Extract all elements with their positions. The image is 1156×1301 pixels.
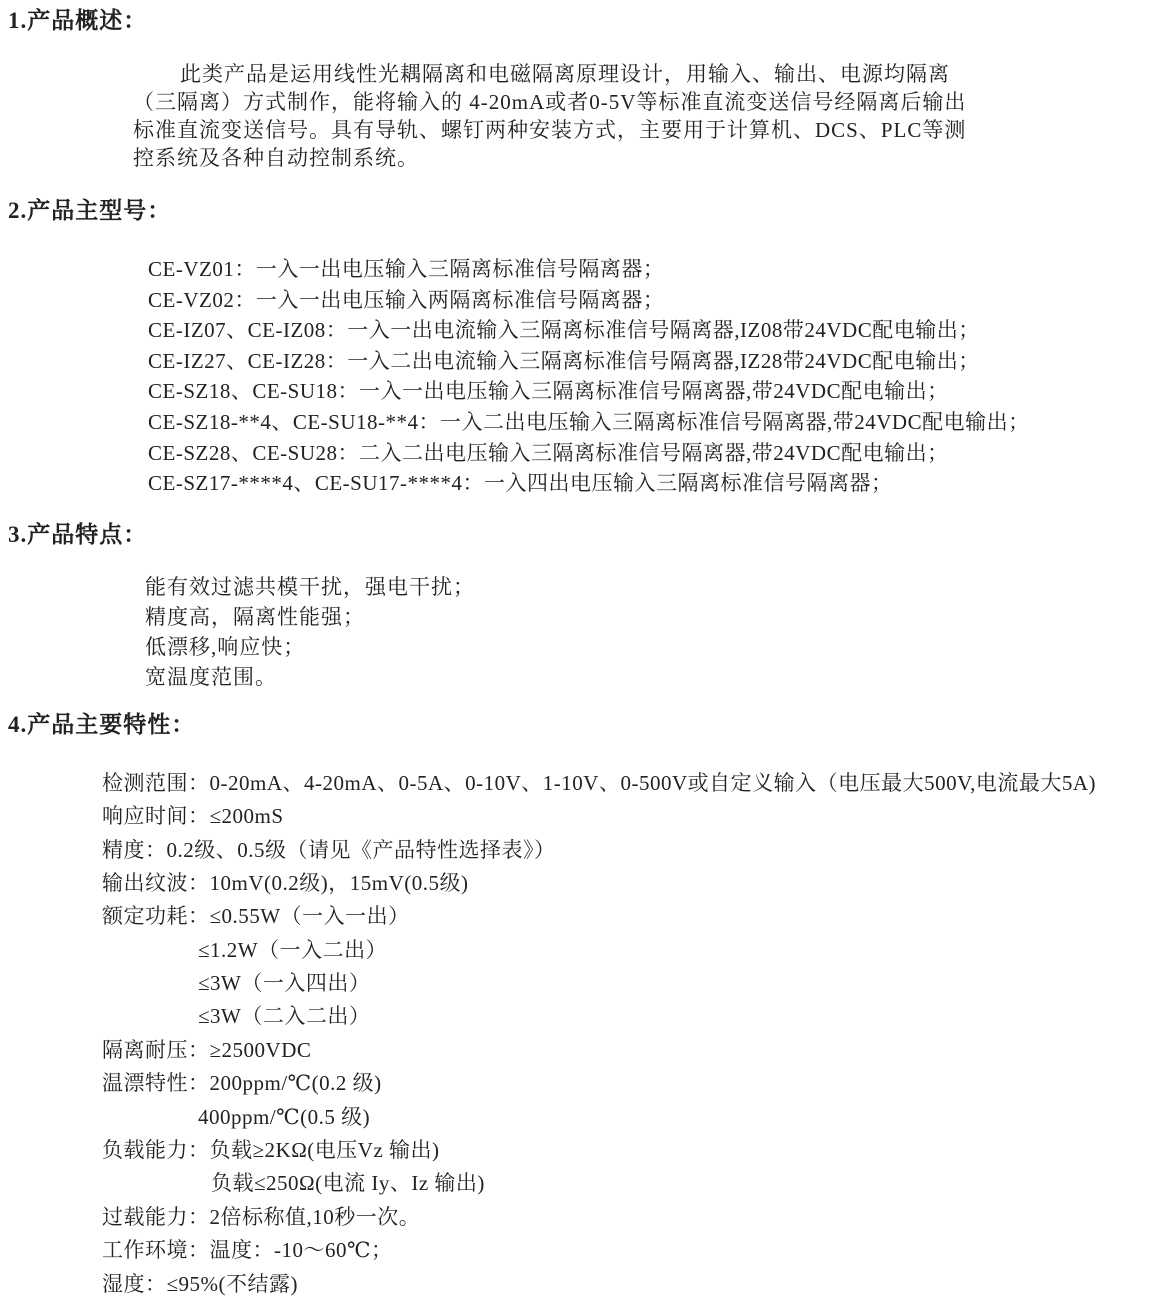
overview-paragraph [133, 60, 1156, 172]
spec-line-detection-range: 检测范围：0-20mA、4-20mA、0-5A、0-10V、1-10V、0-500V或自定义输入（电压最大500V,电流最大5A) [102, 770, 1096, 795]
spec-line-response-time: 响应时间：≤200mS [102, 804, 284, 829]
model-item: CE-IZ07、CE-IZ08：一入一出电流输入三隔离标准信号隔离器,IZ08带24VDC配电输出； [148, 318, 980, 343]
model-item: CE-VZ02：一入一出电压输入两隔离标准信号隔离器； [148, 287, 665, 312]
model-list [148, 254, 1156, 499]
spec-line-temp-drift-cont: 400ppm/℃(0.5 级) [198, 1104, 371, 1129]
spec-line-overload: 过载能力：2倍标称值,10秒一次。 [102, 1204, 421, 1229]
model-item: CE-IZ27、CE-IZ28：一入二出电流输入三隔离标准信号隔离器,IZ28带24VDC配电输出； [148, 348, 980, 373]
spec-line-humidity: 湿度：≤95%(不结露) [102, 1271, 299, 1296]
model-item: CE-VZ01：一入一出电压输入三隔离标准信号隔离器； [148, 257, 665, 281]
spec-line-rated-power-cont: ≤3W（一入四出） [198, 971, 371, 996]
spec-line-rated-power-cont: ≤3W（二入二出） [198, 1004, 371, 1029]
feature-item: 能有效过滤共模干扰，强电干扰； [145, 574, 475, 599]
spec-line-isolation-voltage: 隔离耐压：≥2500VDC [102, 1037, 312, 1062]
section-3-heading: 3.产品特点： [8, 521, 148, 547]
spec-line-rated-power: 额定功耗：≤0.55W（一入一出） [102, 904, 410, 929]
feature-item: 低漂移,响应快； [145, 634, 306, 659]
spec-line-output-ripple: 输出纹波：10mV(0.2级)，15mV(0.5级) [102, 870, 469, 895]
overview-line: 标准直流变送信号。具有导轨、螺钉两种安装方式，主要用于计算机、DCS、PLC等测 [133, 118, 967, 142]
spec-line-temp-drift: 温漂特性：200ppm/℃(0.2 级) [102, 1071, 382, 1096]
feature-list [145, 572, 1156, 692]
spec-line-load-capacity-cont: 负载≤250Ω(电流 Iy、Iz 输出) [211, 1171, 485, 1196]
section-4-heading: 4.产品主要特性： [8, 711, 196, 737]
spec-line-load-capacity: 负载能力：负载≥2KΩ(电压Vz 输出) [102, 1138, 440, 1163]
spec-line-rated-power-cont: ≤1.2W（一入二出） [198, 937, 388, 962]
model-item: CE-SZ18-**4、CE-SU18-**4：一入二出电压输入三隔离标准信号隔离器,带24VDC配电输出； [148, 409, 1030, 434]
spec-line-accuracy: 精度：0.2级、0.5级（请见《产品特性选择表》） [102, 837, 556, 862]
model-item: CE-SZ17-****4、CE-SU17-****4：一入四出电压输入三隔离标准信号隔离器； [148, 471, 893, 496]
feature-item: 宽温度范围。 [145, 664, 277, 689]
section-2-heading: 2.产品主型号： [8, 198, 172, 223]
overview-line: 控系统及各种自动控制系统。 [133, 146, 419, 170]
overview-line: 此类产品是运用线性光耦隔离和电磁隔离原理设计，用输入、输出、电源均隔离 [180, 62, 950, 86]
section-1-heading: 1.产品概述： [8, 8, 148, 33]
feature-item: 精度高，隔离性能强； [145, 604, 365, 629]
model-item: CE-SZ28、CE-SU28：二入二出电压输入三隔离标准信号隔离器,带24VDC配电输出； [148, 440, 949, 465]
model-item: CE-SZ18、CE-SU18：一入一出电压输入三隔离标准信号隔离器,带24VDC配电输出； [148, 379, 949, 404]
spec-list [102, 767, 1156, 1301]
spec-line-work-environment: 工作环境：温度：-10～60℃； [102, 1238, 393, 1263]
overview-line: （三隔离）方式制作，能将输入的 4-20mA或者0-5V等标准直流变送信号经隔离后输出 [133, 90, 967, 114]
